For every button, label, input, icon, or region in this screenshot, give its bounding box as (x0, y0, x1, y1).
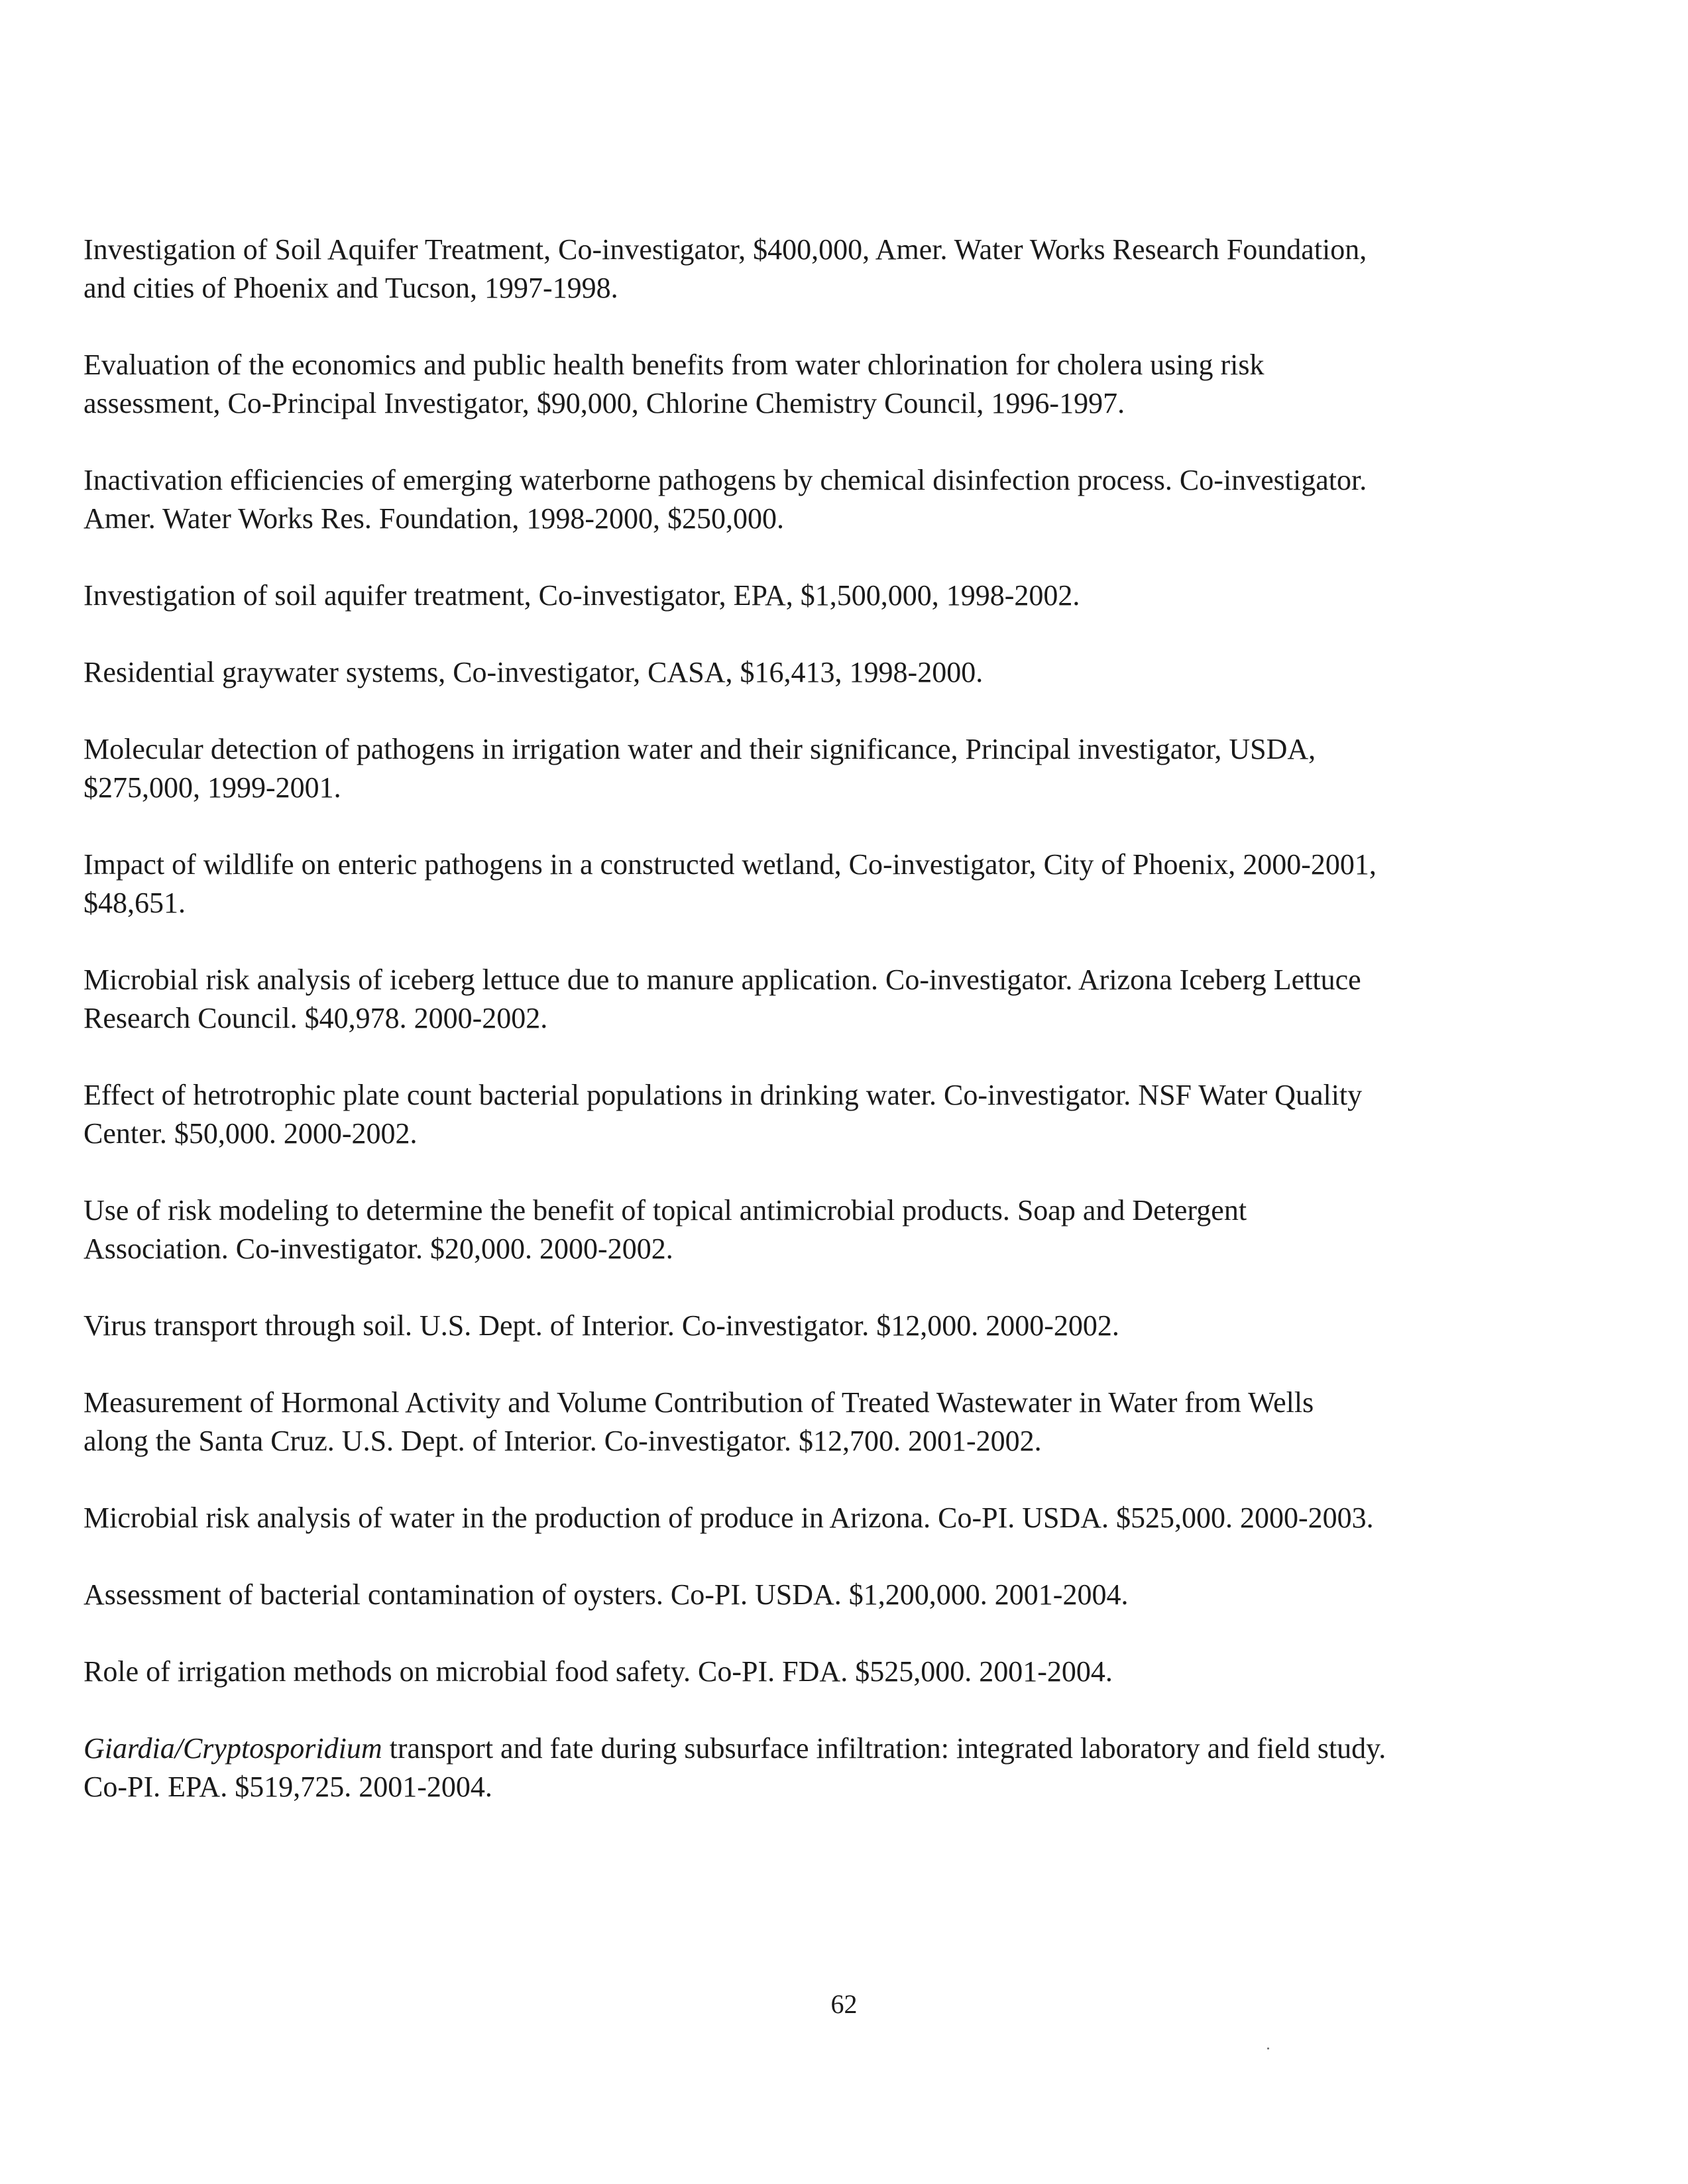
grant-entry (84, 730, 1581, 807)
grant-entry (84, 346, 1581, 423)
grant-entry (84, 1191, 1581, 1268)
grant-entry (84, 1499, 1581, 1537)
grant-entry (84, 1653, 1581, 1691)
grant-text: Effect of hetrotrophic plate count bacterial populations in drinking water. Co-investigator. NSF Water Quality Center. $50,000. 2000-2002. (84, 1079, 1363, 1150)
grant-text: Residential graywater systems, Co-investigator, CASA, $16,413, 1998-2000. (84, 656, 984, 688)
grant-entry (84, 461, 1581, 538)
grant-list (84, 231, 1581, 1845)
grant-text: Evaluation of the economics and public health benefits from water chlorination for cholera using risk assessment, Co-Principal Investigator, $90,000, Chlorine Chemistry Council, 1996-1997. (84, 349, 1265, 419)
grant-text: Role of irrigation methods on microbial food safety. Co-PI. FDA. $525,000. 2001-2004. (84, 1655, 1113, 1688)
grant-text: Virus transport through soil. U.S. Dept. of Interior. Co-investigator. $12,000. 2000-2002. (84, 1309, 1119, 1342)
grant-entry (84, 1307, 1581, 1345)
grant-entry (84, 1729, 1581, 1806)
grant-entry (84, 961, 1581, 1038)
grant-entry (84, 1576, 1581, 1614)
grant-text: Impact of wildlife on enteric pathogens in a constructed wetland, Co-investigator, City of Phoenix, 2000-2001, $48,651. (84, 848, 1377, 919)
grant-entry (84, 846, 1581, 922)
grant-text: Measurement of Hormonal Activity and Volume Contribution of Treated Wastewater in Water from Wells along the Santa Cruz. U.S. Dept. of Interior. Co-investigator. $12,700. 2001-2002. (84, 1386, 1314, 1457)
grant-text: Investigation of Soil Aquifer Treatment, Co-investigator, $400,000, Amer. Water Works Research Foundation, and cities of Phoenix and Tucson, 1997-1998. (84, 233, 1367, 304)
grant-italic-lead: Giardia/Cryptosporidium (84, 1732, 382, 1765)
grant-text: Microbial risk analysis of iceberg lettuce due to manure application. Co-investigator. Arizona Iceberg Lettuce Research Council. $40,978. 2000-2002. (84, 963, 1361, 1034)
scan-speck (1267, 2048, 1269, 2049)
grant-text: Molecular detection of pathogens in irrigation water and their significance, Principal investigator, USDA, $275,000, 1999-2001. (84, 733, 1316, 804)
grant-text: Inactivation efficiencies of emerging waterborne pathogens by chemical disinfection process. Co-investigator. Amer. Water Works Res. Foundation, 1998-2000, $250,000. (84, 464, 1367, 535)
grant-entry (84, 231, 1581, 307)
grant-text: Microbial risk analysis of water in the production of produce in Arizona. Co-PI. USDA. $525,000. 2000-2003. (84, 1502, 1374, 1534)
page-number: 62 (830, 1989, 858, 2019)
grant-text: Use of risk modeling to determine the benefit of topical antimicrobial products. Soap and Detergent Association. Co-investigator. $20,000. 2000-2002. (84, 1194, 1247, 1265)
grant-entry (84, 1076, 1581, 1153)
grant-text: transport and fate during subsurface infiltration: integrated laboratory and field study. Co-PI. EPA. $519,725. 2001-2004. (84, 1732, 1386, 1803)
grant-text: Assessment of bacterial contamination of oysters. Co-PI. USDA. $1,200,000. 2001-2004. (84, 1578, 1129, 1611)
grant-entry (84, 1384, 1581, 1460)
grant-text: Investigation of soil aquifer treatment, Co-investigator, EPA, $1,500,000, 1998-2002. (84, 579, 1080, 612)
grant-entry (84, 576, 1581, 615)
grant-entry (84, 653, 1581, 692)
